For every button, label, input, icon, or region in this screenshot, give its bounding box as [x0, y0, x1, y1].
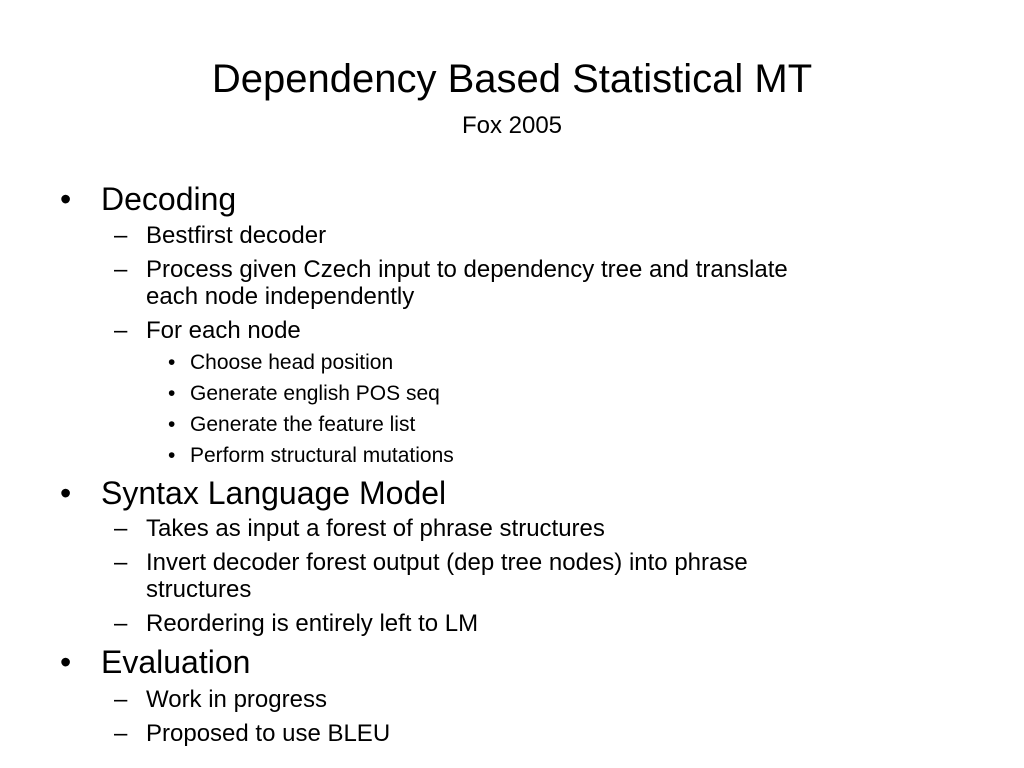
list-item: Takes as input a forest of phrase structures [146, 515, 605, 542]
dash-marker: – [114, 686, 128, 713]
bullet-marker: • [168, 382, 176, 405]
bullet-marker: • [60, 475, 72, 511]
sub-list-item: Perform structural mutations [190, 444, 454, 467]
list-item: Work in progress [146, 686, 327, 713]
dash-marker: – [114, 610, 128, 637]
bullet-marker: • [60, 644, 72, 680]
section-heading-syntax-language-model: Syntax Language Model [101, 475, 447, 511]
list-item-continuation: each node independently [146, 283, 415, 310]
dash-marker: – [114, 720, 128, 747]
section-heading-decoding: Decoding [101, 181, 237, 217]
bullet-marker: • [168, 351, 176, 374]
list-item: Process given Czech input to dependency tree and translate [146, 256, 788, 283]
list-item: For each node [146, 317, 301, 344]
dash-marker: – [114, 549, 128, 576]
sub-list-item: Choose head position [190, 351, 394, 374]
dash-marker: – [114, 515, 128, 542]
section-heading-evaluation: Evaluation [101, 644, 251, 680]
list-item-continuation: structures [146, 576, 252, 603]
dash-marker: – [114, 317, 128, 344]
bullet-marker: • [60, 181, 72, 217]
bullet-marker: • [168, 413, 176, 436]
list-item: Bestfirst decoder [146, 222, 327, 249]
slide-subtitle: Fox 2005 [461, 112, 563, 139]
sub-list-item: Generate the feature list [190, 413, 416, 436]
list-item: Reordering is entirely left to LM [146, 610, 479, 637]
list-item: Proposed to use BLEU [146, 720, 391, 747]
list-item: Invert decoder forest output (dep tree nodes) into phrase [146, 549, 748, 576]
dash-marker: – [114, 256, 128, 283]
dash-marker: – [114, 222, 128, 249]
bullet-marker: • [168, 444, 176, 467]
sub-list-item: Generate english POS seq [190, 382, 440, 405]
slide-title: Dependency Based Statistical MT [211, 57, 813, 101]
